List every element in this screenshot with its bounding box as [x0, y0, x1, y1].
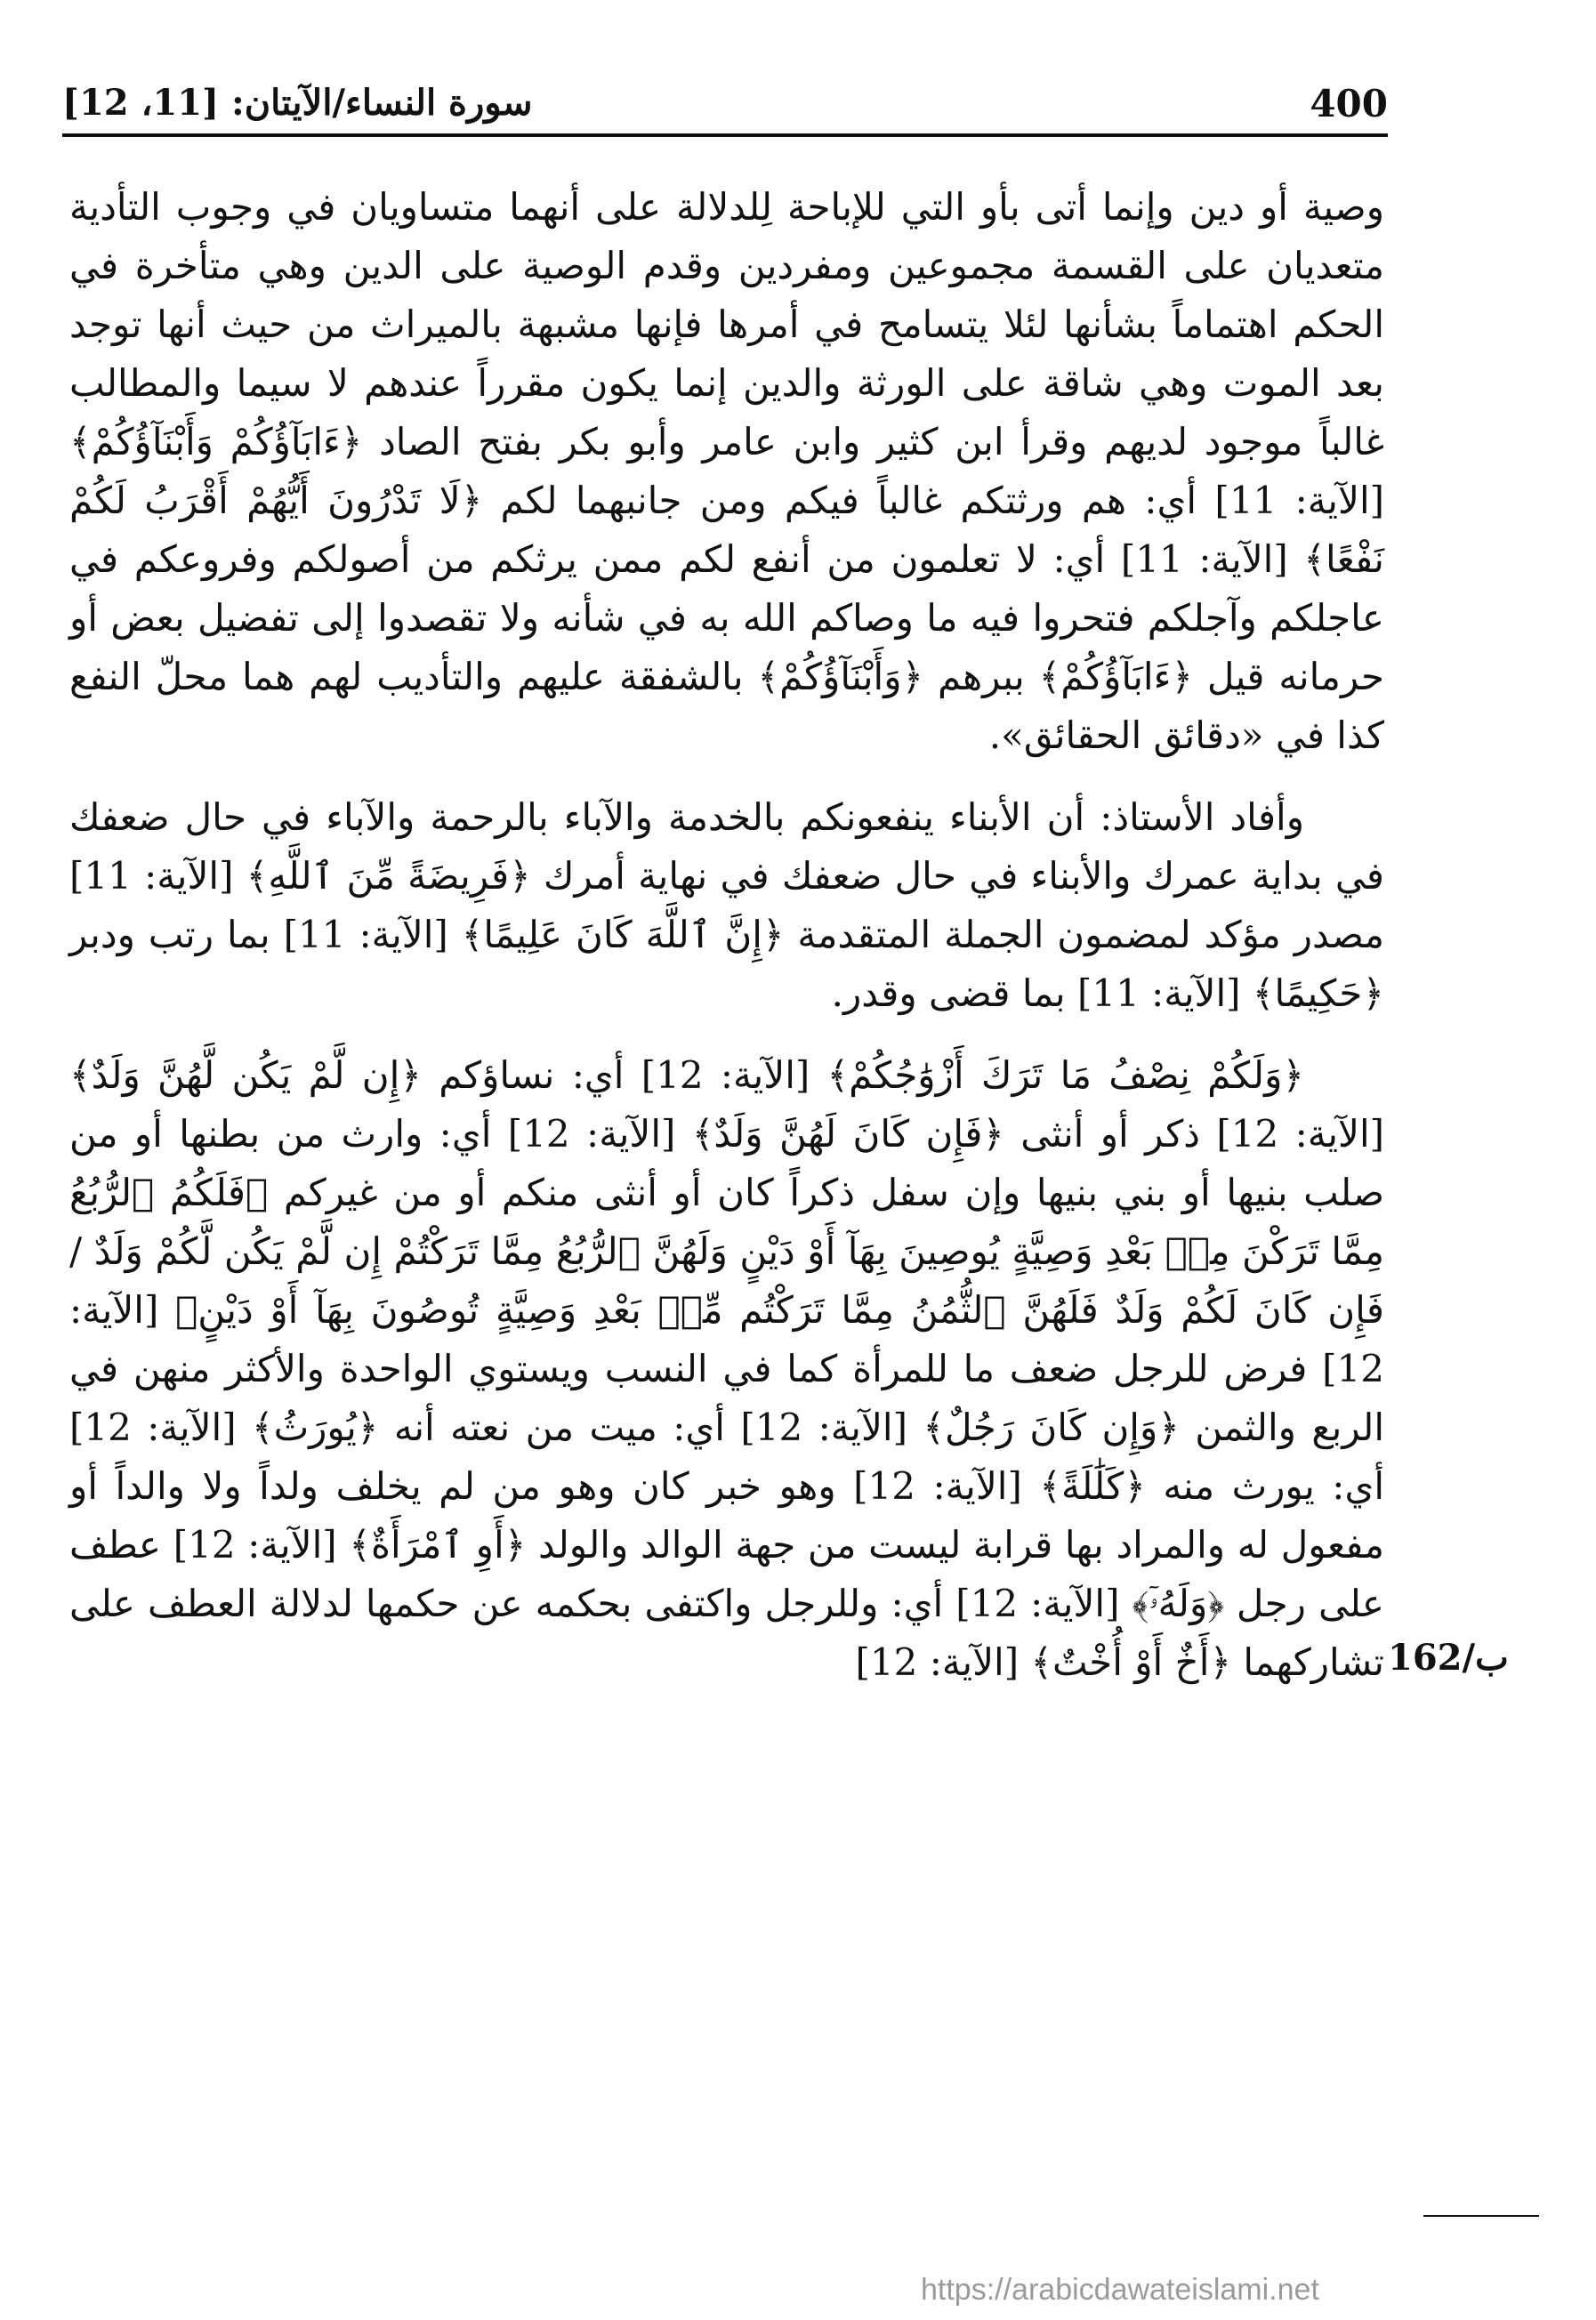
- main-text: [69, 178, 1384, 1715]
- paragraph-1: وصية أو دين وإنما أتى بأو التي للإباحة لِلدلالة على أنهما متساويان في وجوب التأدية متعديان على القسمة مجموعين ومفردين وقدم الوصية على الدين وهي متأخرة في الحكم اهتماماً بشأنها لئلا يتسامح في أمرها فإنها مشبهة بالميراث من حيث أنها توجد بعد الموت وهي شاقة على الورثة والدين إنما يكون مقرراً عندهم لا سيما والمطالب غالباً موجود لديهم وقرأ ابن كثير وابن عامر وأبو بكر بفتح الصاد ﴿ءَابَآؤُكُمْ وَأَبْنَآؤُكُمْ﴾ [الآية: 11] أي: هم ورثتكم غالباً فيكم ومن جانبهما لكم ﴿لَا تَدْرُونَ أَيُّهُمْ أَقْرَبُ لَكُمْ نَفْعًا﴾ [الآية: 11] أي: لا تعلمون من أنفع لكم ممن يرثكم من أصولكم وفروعكم في عاجلكم وآجلكم فتحروا فيه ما وصاكم الله به في شأنه ولا تقصدوا إلى تفضيل بعض أو حرمانه قيل ﴿ءَابَآؤُكُمْ﴾ ببرهم ﴿وَأَبْنَآؤُكُمْ﴾ بالشفقة عليهم والتأديب لهم هما محلّ النفع كذا في «دقائق الحقائق».: [69, 185, 1385, 757]
- margin-rule: [1423, 2215, 1539, 2217]
- page-number: 400: [1310, 82, 1388, 125]
- header-rule: [62, 133, 1388, 137]
- watermark-url: https://arabicdawateislami.net: [921, 2273, 1319, 2307]
- running-title: سورة النساء/الآيتان: [11، 12]: [62, 82, 533, 124]
- paragraph-3: ﴿وَلَكُمْ نِصْفُ مَا تَرَكَ أَزْوَٰجُكُمْ﴾ [الآية: 12] أي: نساؤكم ﴿إِن لَّمْ يَكُن لَّهُنَّ وَلَدٌ﴾ [الآية: 12] ذكر أو أنثى ﴿فَإِن كَانَ لَهُنَّ وَلَدٌ﴾ [الآية: 12] أي: وارث من بطنها أو من صلب بنيها أو بني بنيها وإن سفل ذكراً كان أو أنثى منكم أو من غيركم ﴿فَلَكُمُ ٱلرُّبُعُ مِمَّا تَرَكْنَ مِنۢ بَعْدِ وَصِيَّةٍ يُوصِينَ بِهَآ أَوْ دَيْنٍ وَلَهُنَّ ٱلرُّبُعُ مِمَّا تَرَكْتُمْ إِن لَّمْ يَكُن لَّكُمْ وَلَدٌ / فَإِن كَانَ لَكُمْ وَلَدٌ فَلَهُنَّ ٱلثُّمُنُ مِمَّا تَرَكْتُم مِّنۢ بَعْدِ وَصِيَّةٍ تُوصُونَ بِهَآ أَوْ دَيْنٍ﴾ [الآية: 12] فرض للرجل ضعف ما للمرأة كما في النسب ويستوي الواحدة والأكثر منهن في الربع والثمن ﴿وَإِن كَانَ رَجُلٌ﴾ [الآية: 12] أي: ميت من نعته أنه ﴿يُورَثُ﴾ [الآية: 12] أي: يورث منه ﴿كَلَٰلَةً﴾ [الآية: 12] وهو خبر كان وهو من لم يخلف ولداً ولا والداً أو مفعول له والمراد بها قرابة ليست من جهة الوالد والولد ﴿أَوِ ٱمْرَأَةٌ﴾ [الآية: 12] عطف على رجل ﴿وَلَهُۥٓ﴾ [الآية: 12] أي: وللرجل واكتفى بحكمه عن حكمها لدلالة العطف على تشاركهما ﴿أَخٌ أَوْ أُخْتٌ﴾ [الآية: 12]: [69, 1053, 1385, 1684]
- manuscript-folio-note: 162/ب: [1388, 1637, 1509, 1679]
- paragraph-2: وأفاد الأستاذ: أن الأبناء ينفعونكم بالخدمة والآباء بالرحمة والآباء في حال ضعفك في بداية عمرك والأبناء في حال ضعفك في نهاية أمرك ﴿فَرِيضَةً مِّنَ ٱللَّهِ﴾ [الآية: 11] مصدر مؤكد لمضمون الجملة المتقدمة ﴿إِنَّ ٱللَّهَ كَانَ عَلِيمًا﴾ [الآية: 11] بما رتب ودبر ﴿حَكِيمًا﴾ [الآية: 11] بما قضى وقدر.: [69, 795, 1384, 1015]
